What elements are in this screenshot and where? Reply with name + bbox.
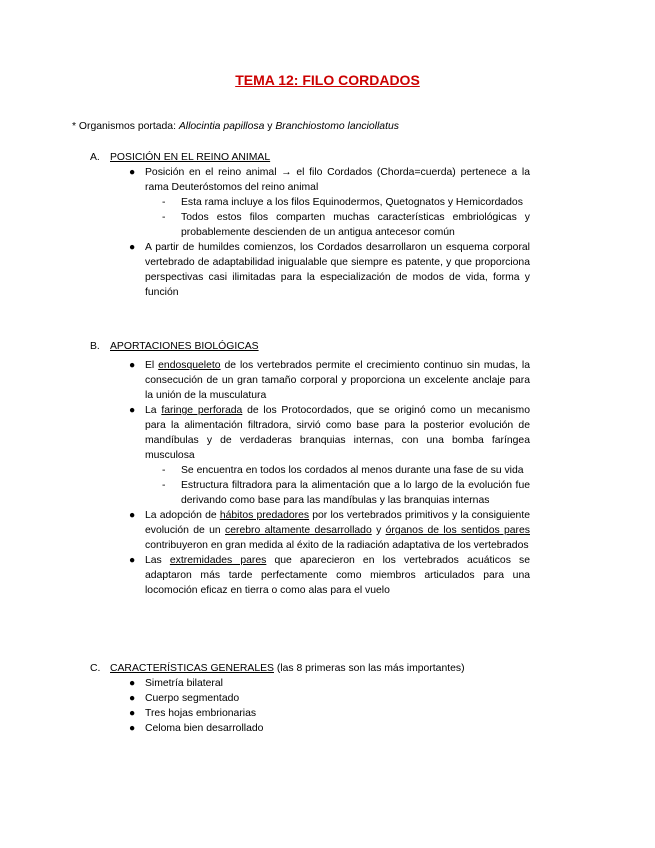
section-a-title: POSICIÓN EN EL REINO ANIMAL [110, 152, 271, 163]
dash-icon: - [162, 197, 166, 208]
bullet-icon: ● [129, 555, 136, 566]
bullet-icon: ● [129, 360, 136, 371]
document-title: TEMA 12: FILO CORDADOS [235, 72, 420, 88]
list-subitem [90, 195, 530, 210]
section-b-b4-pre: Las [145, 555, 170, 566]
intro-species-1: Allocintia papillosa [178, 121, 265, 132]
section-a [90, 150, 530, 300]
bullet-icon: ● [129, 405, 136, 416]
list-item [90, 706, 530, 721]
section-b-sub-1: Se encuentra en todos los cordados al menos durante una fase de su vida [181, 465, 524, 476]
section-b-b1-post: de los vertebrados permite el crecimiento continuo sin mudas, la consecución de un gran tamaño corporal y proporciona un excelente anclaje para la unión de la musculatura [145, 360, 530, 401]
section-b-b4-underline: extremidades pares [169, 555, 267, 566]
section-b-b3-underline-2: cerebro altamente desarrollado [225, 525, 372, 536]
section-c [90, 661, 530, 736]
section-b-b3-post: contribuyeron en gran medida al éxito de la radiación adaptativa de los vertebrados [145, 540, 529, 551]
list-item [90, 403, 530, 463]
section-b-b4-post: que aparecieron en los vertebrados acuáticos se adaptaron más tarde perfectamente como miembros articulados para una locomoción eficaz en tierra o como alas para el vuelo [145, 555, 530, 596]
section-a-letter: A. [90, 152, 100, 163]
section-c-item-3: Tres hojas embrionarias [145, 708, 257, 719]
bullet-icon: ● [129, 167, 136, 178]
bullet-icon: ● [129, 708, 136, 719]
section-b-b3-mid-1: por los vertebrados primitivos y la consiguiente evolución de un [145, 510, 530, 536]
section-b [90, 339, 530, 598]
section-b-title: APORTACIONES BIOLÓGICAS [110, 341, 259, 352]
section-b-letter: B. [90, 341, 100, 352]
bullet-icon: ● [129, 693, 136, 704]
list-subitem [90, 210, 530, 240]
list-item [90, 676, 530, 691]
list-subitem [90, 463, 530, 478]
section-b-b1-pre: El [145, 360, 159, 371]
list-item [90, 358, 530, 403]
section-b-b1-underline: endosqueleto [158, 360, 221, 371]
intro-prefix: * Organismos portada: [72, 121, 179, 132]
section-a-sub-1: Esta rama incluye a los filos Equinodermos, Quetognatos y Hemicordados [181, 197, 523, 208]
dash-icon: - [162, 465, 166, 476]
bullet-icon: ● [129, 723, 136, 734]
list-item [90, 721, 530, 736]
section-a-bullet-2: A partir de humildes comienzos, los Cordados desarrollaron un esquema corporal vertebrado de adaptabilidad inigualable que siempre es patente, y que proporciona perspectivas casi ilimitadas para la especialización de modos de vida, forma y función [145, 242, 530, 298]
intro-line [72, 121, 592, 132]
section-b-b3-underline-3: órganos de los sentidos pares [385, 525, 530, 536]
intro-conj: y [264, 121, 276, 132]
dash-icon: - [162, 480, 166, 491]
bullet-icon: ● [129, 510, 136, 521]
section-b-b2-underline: faringe perforada [161, 405, 243, 416]
list-item [90, 508, 530, 553]
section-c-item-1: Simetría bilateral [145, 678, 223, 689]
list-item [90, 691, 530, 706]
section-b-b2-pre: La [145, 405, 162, 416]
section-b-b3-pre: La adopción de [145, 510, 220, 521]
dash-icon: - [162, 212, 166, 223]
section-c-item-2: Cuerpo segmentado [145, 693, 240, 704]
intro-species-2: Branchiostomo lanciollatus [275, 121, 399, 132]
section-c-item-4: Celoma bien desarrollado [145, 723, 264, 734]
section-b-sub-2: Estructura filtradora para la alimentación que a lo largo de la evolución fue derivando como base para las mandíbulas y las branquias internas [181, 480, 530, 506]
section-c-heading [90, 661, 530, 676]
list-item [90, 165, 530, 195]
section-b-b3-underline-1: hábitos predadores [219, 510, 310, 521]
section-b-b2-post: de los Protocordados, que se originó como un mecanismo para la alimentación filtradora, sirvió como base para la posterior evolución de mandíbulas y de verdaderas branquias internas, con una bomba faríngea musculosa [145, 405, 530, 461]
section-c-note: (las 8 primeras son las más importantes) [273, 663, 465, 674]
bullet-icon: ● [129, 242, 136, 253]
bullet-icon: ● [129, 678, 136, 689]
section-c-title: CARACTERÍSTICAS GENERALES [110, 663, 274, 674]
section-b-b3-mid-2: y [371, 525, 386, 536]
list-item [90, 240, 530, 300]
list-item [90, 553, 530, 598]
section-b-heading [90, 339, 530, 354]
section-c-letter: C. [90, 663, 101, 674]
section-a-bullet-1: Posición en el reino animal → el filo Cordados (Chorda=cuerda) pertenece a la rama Deuteróstomos del reino animal [145, 167, 530, 193]
list-subitem [90, 478, 530, 508]
section-a-sub-2: Todos estos filos comparten muchas características embriológicas y probablemente descienden de un antigua antecesor común [181, 212, 530, 238]
section-a-heading [90, 150, 530, 165]
